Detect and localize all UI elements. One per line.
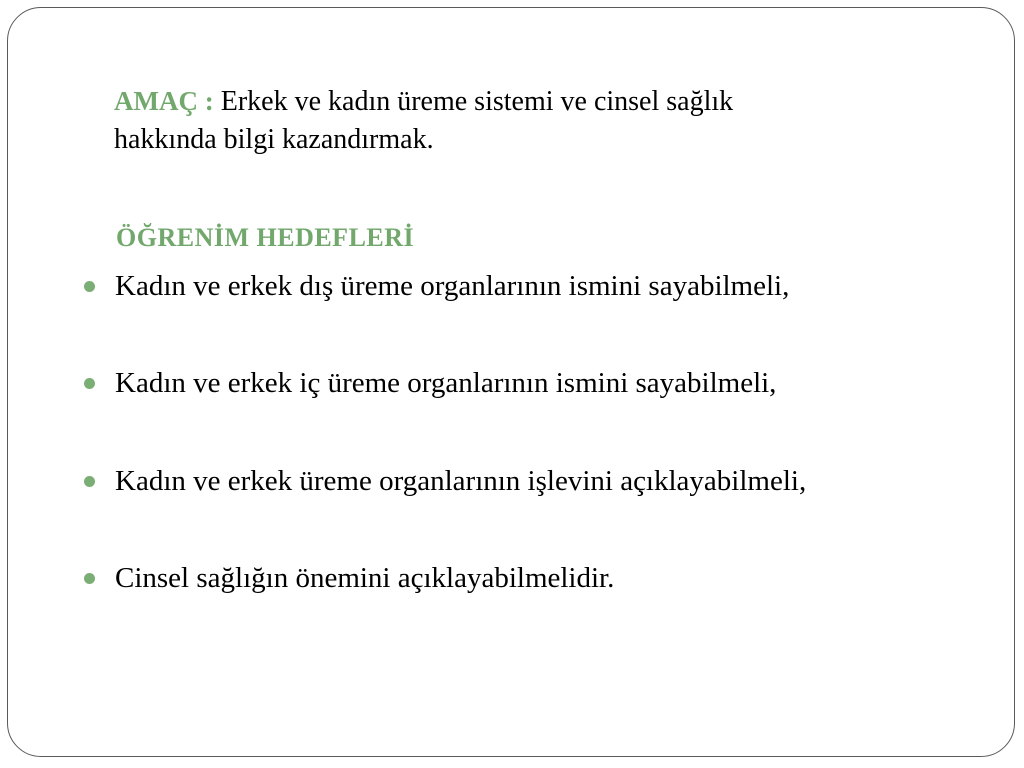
goal-text: Kadın ve erkek iç üreme organlarının ismini sayabilmeli,	[115, 366, 777, 399]
learning-goals-title: ÖĞRENİM HEDEFLERİ	[116, 223, 415, 252]
objective-line-1	[114, 82, 733, 121]
objective-text-line-1: Erkek ve kadın üreme sistemi ve cinsel sağlık	[220, 86, 734, 117]
bullet-icon	[84, 378, 95, 389]
goal-text: Kadın ve erkek üreme organlarının işlevini açıklayabilmeli,	[115, 464, 807, 497]
goal-text: Kadın ve erkek dış üreme organlarının ismini sayabilmeli,	[115, 269, 790, 302]
goal-list-item	[84, 461, 806, 501]
objective-label: AMAÇ :	[114, 86, 214, 116]
goal-list-item	[84, 266, 789, 306]
objective-text-line-2: hakkında bilgi kazandırmak.	[114, 124, 434, 155]
goal-list-item	[84, 363, 776, 403]
bullet-icon	[84, 573, 95, 584]
bullet-icon	[84, 281, 95, 292]
bullet-icon	[84, 476, 95, 487]
goal-text: Cinsel sağlığın önemini açıklayabilmelidir.	[115, 561, 615, 594]
objective-block	[114, 82, 733, 159]
goal-list-item	[84, 558, 614, 598]
